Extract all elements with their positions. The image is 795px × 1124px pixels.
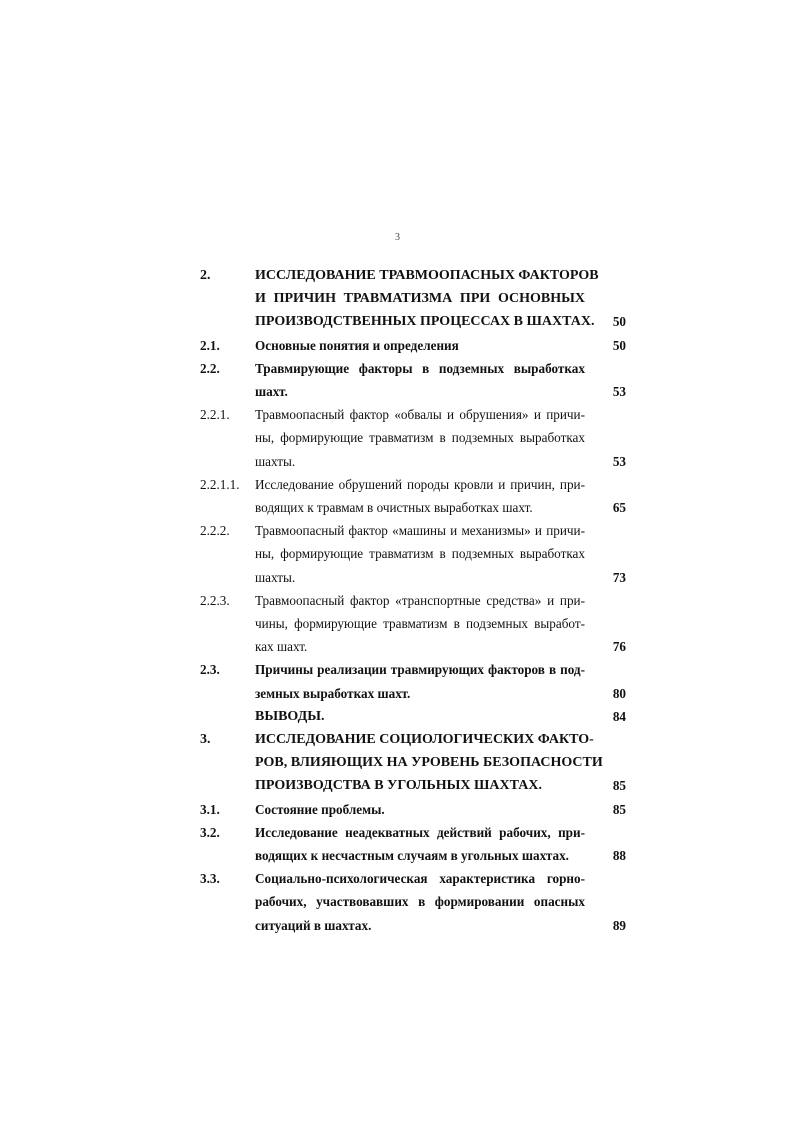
toc-entry-3-1: [200, 798, 630, 821]
toc-entry-title-line: ИССЛЕДОВАНИЕ ТРАВМООПАСНЫХ ФАКТОРОВ: [255, 268, 599, 283]
toc-entry-title-line: водящих к травмам в очистных выработках шахт.: [255, 500, 533, 516]
toc-entry-page: 84: [612, 708, 626, 724]
toc-entry-number: 3.3.: [200, 871, 220, 887]
toc-entry-page: 80: [612, 685, 626, 701]
toc-entry-title-line: ВЫВОДЫ.: [255, 708, 325, 724]
toc-entry-3-2: [200, 821, 630, 867]
toc-entry-page: 53: [612, 453, 626, 469]
table-of-contents: [200, 264, 630, 937]
toc-entry-title-line: ны, формирующие травматизм в подземных выработках: [255, 430, 585, 446]
toc-entry-2-2-1: [200, 403, 630, 473]
toc-entry-page: 50: [612, 314, 626, 330]
toc-entry-title-line: земных выработках шахт.: [255, 685, 411, 701]
toc-entry-title-line: ках шахт.: [255, 639, 308, 655]
toc-entry-title-line: шахты.: [255, 569, 296, 585]
toc-entry-title-line: Состояние проблемы.: [255, 801, 385, 817]
toc-entry-page: 89: [612, 917, 626, 933]
toc-entry-title-line: рабочих, участвовавших в формировании опасных: [255, 894, 585, 910]
toc-entry-page: 85: [612, 801, 626, 817]
toc-entry-title-line: ситуаций в шахтах.: [255, 917, 372, 933]
toc-entry-page: 65: [612, 500, 626, 516]
toc-entry-title-line: ны, формирующие травматизм в подземных выработках: [255, 546, 585, 562]
toc-entry-number: 2.2.: [200, 360, 220, 376]
toc-entry-title-line: ИССЛЕДОВАНИЕ СОЦИОЛОГИЧЕСКИХ ФАКТО-: [255, 732, 594, 748]
toc-entry-number: 2.: [200, 268, 211, 283]
toc-entry-number: 2.2.1.: [200, 407, 230, 423]
toc-entry-title-line: Травмирующие факторы в подземных выработках: [255, 360, 585, 376]
toc-entry-title-line: Травмоопасный фактор «обвалы и обрушения» и причи-: [255, 407, 585, 423]
toc-entry-number: 2.2.2.: [200, 523, 230, 539]
toc-entry-page: 50: [612, 337, 626, 353]
toc-entry-number: 2.1.: [200, 337, 220, 353]
toc-entry-page: 85: [612, 778, 626, 794]
toc-entry-3: [200, 728, 630, 798]
toc-entry-page: 73: [612, 569, 626, 585]
toc-entry-title-line: Травмоопасный фактор «машины и механизмы» и причи-: [255, 523, 585, 539]
toc-entry-title-line: Исследование обрушений породы кровли и причин, при-: [255, 476, 585, 492]
toc-entry-title-line: РОВ, ВЛИЯЮЩИХ НА УРОВЕНЬ БЕЗОПАСНОСТИ: [255, 755, 603, 771]
page-number: 3: [395, 232, 400, 243]
toc-entry-title-line: чины, формирующие травматизм в подземных выработ-: [255, 616, 585, 632]
toc-entry-number: 2.2.3.: [200, 592, 230, 608]
toc-entry-2-2: [200, 357, 630, 403]
toc-entry-title-line: И ПРИЧИН ТРАВМАТИЗМА ПРИ ОСНОВНЫХ: [255, 291, 585, 307]
toc-entry-2-3: [200, 658, 630, 704]
toc-entry-title-line: ПРОИЗВОДСТВЕННЫХ ПРОЦЕССАХ В ШАХТАХ.: [255, 314, 595, 330]
toc-entry-2: [200, 264, 630, 334]
toc-entry-2-2-1-1: [200, 473, 630, 519]
toc-entry-page: 88: [612, 848, 626, 864]
toc-entry-title-line: шахт.: [255, 384, 288, 400]
toc-entry-3-3: [200, 867, 630, 937]
toc-entry-title-line: ПРОИЗВОДСТВА В УГОЛЬНЫХ ШАХТАХ.: [255, 778, 542, 794]
toc-entry-page: 76: [612, 639, 626, 655]
toc-entry-page: 53: [612, 384, 626, 400]
toc-entry-number: 3.1.: [200, 801, 220, 817]
toc-entry-number: 3.: [200, 732, 211, 748]
toc-entry-title-line: Травмоопасный фактор «транспортные средства» и при-: [255, 592, 585, 608]
toc-entry-number: 2.3.: [200, 662, 220, 678]
toc-entry-2-2-2: [200, 519, 630, 589]
toc-entry-title-line: Исследование неадекватных действий рабочих, при-: [255, 824, 585, 840]
toc-entry-conclusions: [200, 705, 630, 728]
toc-entry-title-line: шахты.: [255, 453, 296, 469]
toc-entry-title-line: Причины реализации травмирующих факторов в под-: [255, 662, 585, 678]
toc-entry-title-line: Социально-психологическая характеристика горно-: [255, 871, 585, 887]
toc-entry-2-1: [200, 334, 630, 357]
toc-entry-2-2-3: [200, 589, 630, 659]
toc-entry-title-line: Основные понятия и определения: [255, 337, 459, 353]
toc-entry-number: 3.2.: [200, 824, 220, 840]
toc-entry-title-line: водящих к несчастным случаям в угольных шахтах.: [255, 848, 569, 864]
toc-entry-number: 2.2.1.1.: [200, 476, 240, 492]
